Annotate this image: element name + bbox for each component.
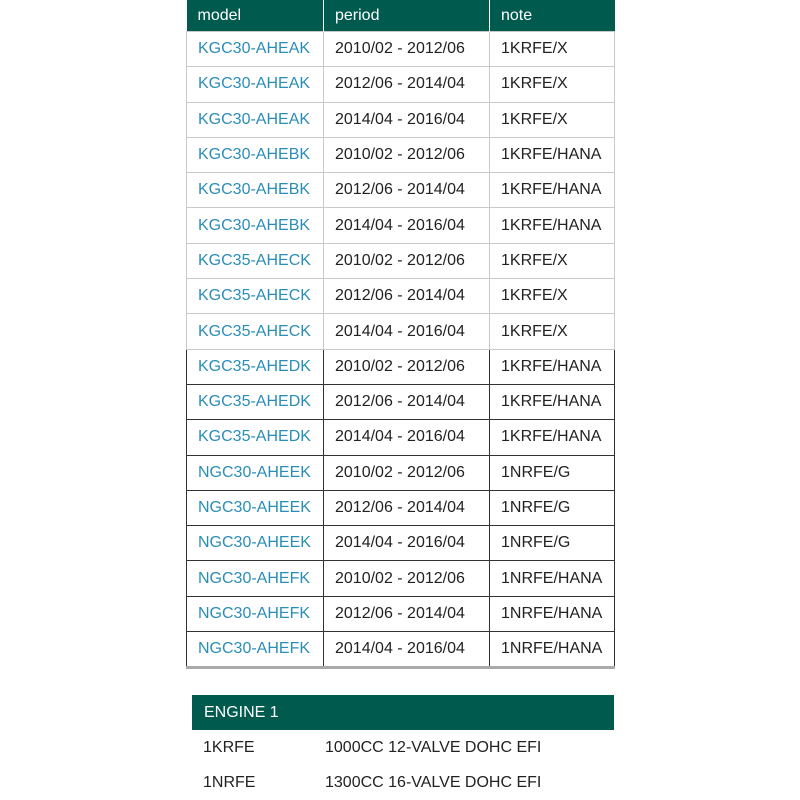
engine-section: [192, 695, 614, 800]
note-cell: 1KRFE/X: [490, 67, 615, 102]
model-link[interactable]: KGC35-AHECK: [187, 243, 324, 278]
engine-code: 1KRFE: [203, 739, 255, 756]
engine-list: [192, 730, 614, 800]
table-row: [187, 32, 615, 67]
period-cell: 2010/02 - 2012/06: [324, 243, 490, 278]
table-row: [187, 349, 615, 384]
engine-code: 1NRFE: [203, 774, 256, 791]
table-row: [187, 102, 615, 137]
period-cell: 2012/06 - 2014/04: [324, 490, 490, 525]
model-table: [186, 0, 615, 669]
table-body: [187, 32, 615, 668]
period-cell: 2012/06 - 2014/04: [324, 596, 490, 631]
period-cell: 2014/04 - 2016/04: [324, 314, 490, 349]
table-row: [187, 314, 615, 349]
table-row: [187, 632, 615, 668]
period-cell: 2014/04 - 2016/04: [324, 102, 490, 137]
table-header: [187, 0, 615, 32]
engine-description: 1000CC 12-VALVE DOHC EFI: [325, 739, 542, 756]
table-row: [187, 490, 615, 525]
model-link[interactable]: KGC35-AHEDK: [187, 384, 324, 419]
note-cell: 1NRFE/HANA: [490, 632, 615, 668]
period-cell: 2012/06 - 2014/04: [324, 279, 490, 314]
period-cell: 2014/04 - 2016/04: [324, 632, 490, 668]
period-cell: 2010/02 - 2012/06: [324, 455, 490, 490]
header-note: note: [490, 0, 615, 32]
period-cell: 2012/06 - 2014/04: [324, 173, 490, 208]
header-model: model: [187, 0, 324, 32]
header-period: period: [324, 0, 490, 32]
engine-row: [192, 730, 614, 765]
note-cell: 1NRFE/G: [490, 490, 615, 525]
model-link[interactable]: KGC30-AHEAK: [187, 67, 324, 102]
period-cell: 2012/06 - 2014/04: [324, 384, 490, 419]
note-cell: 1NRFE/HANA: [490, 596, 615, 631]
period-cell: 2010/02 - 2012/06: [324, 32, 490, 67]
model-link[interactable]: KGC30-AHEAK: [187, 32, 324, 67]
model-link[interactable]: NGC30-AHEFK: [187, 632, 324, 668]
table-row: [187, 561, 615, 596]
model-link[interactable]: NGC30-AHEEK: [187, 455, 324, 490]
period-cell: 2014/04 - 2016/04: [324, 526, 490, 561]
model-link[interactable]: NGC30-AHEFK: [187, 561, 324, 596]
note-cell: 1KRFE/X: [490, 32, 615, 67]
table-row: [187, 67, 615, 102]
note-cell: 1KRFE/HANA: [490, 137, 615, 172]
period-cell: 2010/02 - 2012/06: [324, 561, 490, 596]
engine-row: [192, 765, 614, 800]
note-cell: 1KRFE/HANA: [490, 384, 615, 419]
model-link[interactable]: NGC30-AHEEK: [187, 490, 324, 525]
note-cell: 1KRFE/HANA: [490, 420, 615, 455]
note-cell: 1KRFE/X: [490, 314, 615, 349]
model-link[interactable]: KGC30-AHEBK: [187, 208, 324, 243]
note-cell: 1KRFE/HANA: [490, 208, 615, 243]
table-row: [187, 455, 615, 490]
note-cell: 1NRFE/G: [490, 526, 615, 561]
note-cell: 1NRFE/G: [490, 455, 615, 490]
table-row: [187, 173, 615, 208]
period-cell: 2014/04 - 2016/04: [324, 420, 490, 455]
model-link[interactable]: KGC30-AHEAK: [187, 102, 324, 137]
model-link[interactable]: KGC35-AHEDK: [187, 420, 324, 455]
period-cell: 2010/02 - 2012/06: [324, 137, 490, 172]
table-row: [187, 526, 615, 561]
model-link[interactable]: KGC35-AHEDK: [187, 349, 324, 384]
table-row: [187, 137, 615, 172]
note-cell: 1NRFE/HANA: [490, 561, 615, 596]
model-link[interactable]: NGC30-AHEEK: [187, 526, 324, 561]
model-link[interactable]: KGC30-AHEBK: [187, 173, 324, 208]
table-row: [187, 243, 615, 278]
table-row: [187, 420, 615, 455]
table-row: [187, 208, 615, 243]
note-cell: 1KRFE/HANA: [490, 173, 615, 208]
engine-title: ENGINE 1: [192, 695, 614, 730]
period-cell: 2014/04 - 2016/04: [324, 208, 490, 243]
table-row: [187, 279, 615, 314]
note-cell: 1KRFE/HANA: [490, 349, 615, 384]
period-cell: 2010/02 - 2012/06: [324, 349, 490, 384]
model-link[interactable]: KGC30-AHEBK: [187, 137, 324, 172]
engine-description: 1300CC 16-VALVE DOHC EFI: [325, 774, 542, 791]
period-cell: 2012/06 - 2014/04: [324, 67, 490, 102]
table-row: [187, 596, 615, 631]
model-link[interactable]: NGC30-AHEFK: [187, 596, 324, 631]
note-cell: 1KRFE/X: [490, 279, 615, 314]
table-row: [187, 384, 615, 419]
model-link[interactable]: KGC35-AHECK: [187, 279, 324, 314]
note-cell: 1KRFE/X: [490, 243, 615, 278]
model-link[interactable]: KGC35-AHECK: [187, 314, 324, 349]
note-cell: 1KRFE/X: [490, 102, 615, 137]
